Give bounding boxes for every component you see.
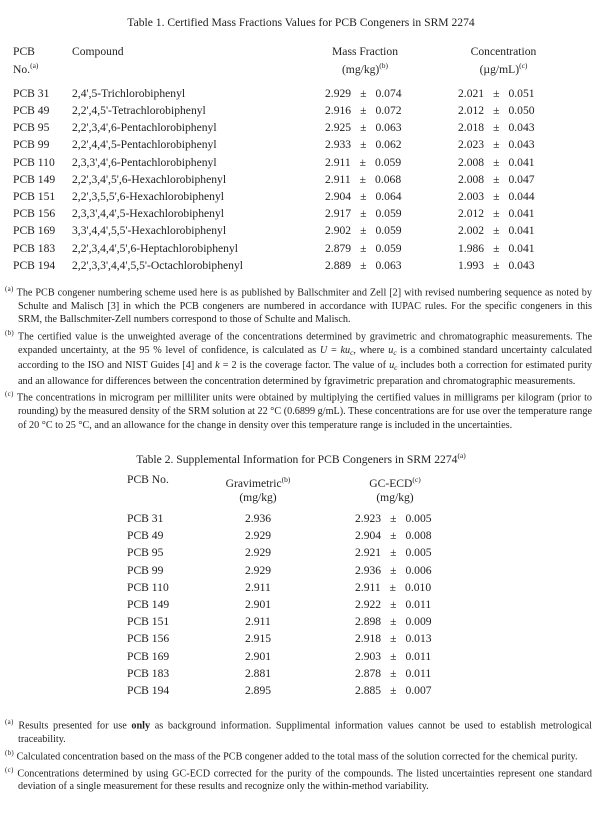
- table1-body: [13, 85, 602, 274]
- table1-header-pcb-no: [13, 45, 72, 77]
- table2-body: [127, 510, 602, 699]
- plus-minus-sign: ±: [493, 241, 500, 255]
- table2-row: [127, 562, 602, 579]
- plus-minus-sign: ±: [390, 684, 397, 698]
- plus-minus-sign: ±: [390, 546, 397, 560]
- mass-fraction-uncertainty: 0.063: [375, 258, 402, 272]
- table1-header: [13, 45, 602, 77]
- gc-ecd-cell: [299, 562, 602, 579]
- gravimetric-cell: 2.915: [244, 632, 272, 646]
- plus-minus-sign: ±: [493, 172, 500, 186]
- concentration-cell: [448, 188, 602, 205]
- plus-minus-sign: ±: [359, 172, 367, 186]
- footnote-marker: (c): [5, 765, 14, 774]
- footnote-ref-b: (b): [281, 475, 291, 485]
- mass-fraction-uncertainty: 0.068: [375, 172, 402, 186]
- mass-fraction-value: 2.929: [325, 86, 352, 100]
- pcb-no-cell: PCB 95: [13, 121, 50, 135]
- plus-minus-sign: ±: [360, 224, 367, 238]
- plus-minus-sign: ±: [493, 104, 500, 118]
- concentration-value-pair: [458, 85, 535, 102]
- footnote-text: U: [319, 344, 328, 356]
- footnote-ref-a: (a): [30, 61, 39, 70]
- compound-cell: 2,2',3,3',4,4',5,5'-Octachlorobiphenyl: [72, 258, 243, 272]
- mass-fraction-value-pair: [325, 154, 401, 171]
- mass-fraction-uncertainty: 0.059: [375, 224, 402, 238]
- plus-minus-sign: ±: [493, 224, 500, 238]
- concentration-value: 1.986: [458, 241, 485, 255]
- gc-ecd-uncertainty: 0.005: [405, 546, 432, 560]
- pcb-no-cell: PCB 110: [127, 580, 169, 594]
- concentration-value: 2.002: [458, 224, 485, 238]
- table1-row: [13, 119, 602, 136]
- table1-title-text: Table 1. Certified Mass Fractions Values for PCB Congeners in SRM 2274: [127, 16, 475, 29]
- pcb-no-cell: PCB 149: [13, 172, 56, 186]
- gc-ecd-cell: [299, 527, 602, 544]
- mass-fraction-cell: [325, 136, 448, 153]
- header-line: GC-ECD$^{(c)}$: [369, 475, 421, 490]
- pcb-no-cell: PCB 194: [127, 684, 170, 698]
- pcb-no-cell: PCB 110: [13, 155, 55, 169]
- table2-row: [127, 648, 602, 665]
- table2-header-pcb-no: [127, 473, 217, 505]
- pcb-no-cell: PCB 151: [13, 190, 56, 204]
- pcb-no-cell: PCB 31: [13, 86, 50, 100]
- concentration-uncertainty: 0.044: [508, 190, 535, 204]
- mass-fraction-cell: [325, 154, 448, 171]
- table2-row: [127, 665, 602, 682]
- footnote-ref-c: (c): [412, 475, 421, 485]
- table1-row: [13, 171, 602, 188]
- gravimetric-cell: 2.929: [244, 563, 272, 577]
- plus-minus-sign: ±: [360, 138, 367, 152]
- concentration-uncertainty: 0.047: [508, 172, 535, 186]
- gc-ecd-cell: [299, 665, 602, 682]
- header-line: PCB: [13, 45, 35, 58]
- concentration-value-pair: [458, 222, 535, 239]
- footnote-marker: (b): [5, 748, 15, 757]
- table2-row: [127, 630, 602, 647]
- header-line: No.$^{(a)}$: [13, 61, 39, 76]
- compound-cell: 2,2',4,5'-Tetrachlorobiphenyl: [72, 104, 206, 118]
- plus-minus-sign: ±: [390, 511, 397, 525]
- plus-minus-sign: ±: [390, 666, 397, 680]
- mass-fraction-value-pair: [325, 102, 402, 119]
- plus-minus-sign: ±: [390, 632, 397, 646]
- concentration-uncertainty: 0.041: [508, 241, 535, 255]
- mass-fraction-value: 2.916: [325, 104, 352, 118]
- gc-ecd-uncertainty: 0.011: [405, 598, 432, 611]
- footnote-text: c: [394, 363, 398, 373]
- pcb-no-cell: PCB 156: [13, 207, 56, 221]
- table1-header-mass-fraction: [325, 45, 448, 77]
- mass-fraction-uncertainty: 0.059: [375, 155, 402, 169]
- gc-ecd-value-pair: [355, 544, 432, 561]
- mass-fraction-uncertainty: 0.072: [375, 104, 402, 118]
- table1-row: [13, 188, 602, 205]
- gc-ecd-value-pair: [355, 665, 431, 682]
- table2-row: [127, 613, 602, 630]
- pcb-no-cell: PCB 169: [127, 649, 170, 663]
- footnote-text: ku: [340, 344, 351, 356]
- footnote: [5, 716, 592, 746]
- concentration-cell: [448, 85, 602, 102]
- concentration-cell: [448, 136, 602, 153]
- header-line: (mg/kg): [376, 490, 414, 504]
- footnote-ref-b: (b): [379, 61, 389, 70]
- concentration-uncertainty: 0.051: [508, 86, 535, 100]
- footnote-marker: (a): [5, 718, 14, 727]
- plus-minus-sign: ±: [360, 121, 367, 135]
- table1-row: [13, 102, 602, 119]
- mass-fraction-cell: [325, 119, 448, 136]
- gc-ecd-value-pair: [355, 630, 432, 647]
- gc-ecd-value-pair: [355, 613, 432, 630]
- concentration-value: 2.018: [458, 121, 485, 135]
- mass-fraction-value: 2.889: [325, 258, 352, 272]
- concentration-cell: [448, 240, 602, 257]
- table2-row: [127, 510, 602, 527]
- gc-ecd-cell: [299, 510, 602, 527]
- header-line: Compound: [72, 45, 124, 58]
- plus-minus-sign: ±: [360, 190, 367, 204]
- gc-ecd-cell: [299, 630, 602, 647]
- footnote-text: Calculated concentration based on the mass of the PCB congener added to the total mass of the solution corrected for the chemical purity.: [16, 751, 578, 762]
- footnote: [5, 747, 592, 764]
- plus-minus-sign: ±: [390, 598, 397, 611]
- footnote-text: The PCB congener numbering scheme used here is as published by Ballschmiter and Zell [2] with revised numbering sequence as noted by Schulte and Malisch [3] in which the PCB congeners are numbered in accordance with IUPAC rules. For the specific congeners in this SRM, the Ballschmiter-Zell numbers correspond to those of Schulte and Malisch.: [16, 287, 592, 326]
- concentration-cell: [448, 257, 602, 274]
- table1-title: [0, 16, 602, 30]
- table1-row: [13, 257, 602, 274]
- plus-minus-sign: ±: [493, 155, 500, 169]
- table2-row: [127, 682, 602, 699]
- compound-cell: 2,2',3,4',5',6-Hexachlorobiphenyl: [72, 172, 227, 186]
- concentration-value-pair: [458, 102, 535, 119]
- plus-minus-sign: ±: [360, 258, 367, 272]
- mass-fraction-cell: [325, 171, 448, 188]
- concentration-cell: [448, 119, 602, 136]
- footnote-text: is a combined standard uncertainty calculated according to the ISO and NIST Guides [4] and: [18, 344, 592, 372]
- compound-cell: 2,2',3,4',6-Pentachlorobiphenyl: [72, 121, 217, 135]
- compound-cell: 2,2',3,5,5',6-Hexachlorobiphenyl: [72, 190, 224, 204]
- concentration-uncertainty: 0.041: [508, 224, 535, 238]
- table2-title-text: Table 2. Supplemental Information for PCB Congeners in SRM 2274: [136, 453, 458, 467]
- mass-fraction-value: 2.933: [325, 138, 352, 152]
- mass-fraction-value-pair: [325, 257, 402, 274]
- plus-minus-sign: ±: [389, 580, 397, 594]
- compound-cell: 2,4',5-Trichlorobiphenyl: [72, 86, 186, 100]
- gc-ecd-uncertainty: 0.010: [405, 580, 432, 594]
- concentration-value: 2.023: [458, 138, 485, 152]
- concentration-value: 2.003: [458, 190, 485, 204]
- gravimetric-cell: 2.901: [244, 649, 272, 663]
- footnote-text: The certified value is the unweighted average of the concentrations determined by gravimetric and chromatographic measurements. The expanded uncertainty, at the 95 % level of confidence, is calculated as: [17, 331, 593, 356]
- header-line: PCB No.: [127, 473, 169, 487]
- gc-ecd-value-pair: [355, 579, 431, 596]
- gc-ecd-value: 2.923: [355, 511, 382, 525]
- table1-header-compound: [72, 45, 325, 77]
- table2-row: [127, 596, 602, 613]
- mass-fraction-cell: [325, 102, 448, 119]
- pcb-no-cell: PCB 149: [127, 598, 170, 611]
- plus-minus-sign: ±: [493, 86, 500, 100]
- footnote: [5, 283, 592, 327]
- pcb-no-cell: PCB 49: [127, 529, 164, 543]
- mass-fraction-value: 2.911: [325, 172, 351, 186]
- concentration-cell: [448, 102, 602, 119]
- mass-fraction-value: 2.902: [325, 224, 352, 238]
- table2-row: [127, 527, 602, 544]
- gc-ecd-value: 2.921: [355, 546, 382, 560]
- mass-fraction-cell: [325, 222, 448, 239]
- concentration-uncertainty: 0.043: [508, 138, 535, 152]
- table2-footnotes: [5, 716, 592, 794]
- footnote-text: as background information. Supplimental information values cannot be used to establish metrological traceability.: [18, 720, 593, 746]
- footnote-marker: (a): [5, 285, 14, 294]
- gc-ecd-cell: [299, 579, 602, 596]
- plus-minus-sign: ±: [493, 190, 500, 204]
- pcb-no-cell: PCB 99: [127, 563, 164, 577]
- plus-minus-sign: ±: [360, 241, 367, 255]
- footnote-ref-c: (c): [519, 61, 528, 70]
- mass-fraction-cell: [325, 188, 448, 205]
- mass-fraction-value-pair: [325, 136, 402, 153]
- gc-ecd-value-pair: [355, 596, 431, 613]
- plus-minus-sign: ±: [390, 615, 397, 629]
- gc-ecd-uncertainty: 0.008: [405, 529, 432, 543]
- concentration-value: 2.021: [458, 86, 485, 100]
- gc-ecd-value-pair: [355, 682, 432, 699]
- table2-row: [127, 544, 602, 561]
- gravimetric-cell: 2.895: [244, 684, 272, 698]
- concentration-cell: [448, 205, 602, 222]
- gc-ecd-uncertainty: 0.011: [405, 666, 432, 680]
- gc-ecd-cell: [299, 648, 602, 665]
- table1-row: [13, 240, 602, 257]
- mass-fraction-value-pair: [325, 188, 402, 205]
- plus-minus-sign: ±: [390, 563, 397, 577]
- concentration-uncertainty: 0.041: [508, 155, 535, 169]
- header-line: (mg/kg): [239, 490, 277, 504]
- gc-ecd-value: 2.922: [355, 598, 382, 611]
- concentration-cell: [448, 154, 602, 171]
- gc-ecd-uncertainty: 0.005: [405, 511, 432, 525]
- mass-fraction-value: 2.925: [325, 121, 352, 135]
- compound-cell: 2,2',3,4,4',5',6-Heptachlorobiphenyl: [72, 241, 238, 255]
- concentration-uncertainty: 0.043: [508, 258, 535, 272]
- gravimetric-cell: 2.929: [244, 546, 272, 560]
- mass-fraction-value: 2.879: [325, 241, 352, 255]
- footnote: [5, 764, 592, 794]
- concentration-value: 2.008: [458, 155, 485, 169]
- gravimetric-cell: 2.911: [245, 615, 271, 629]
- plus-minus-sign: ±: [360, 104, 367, 118]
- concentration-uncertainty: 0.041: [508, 207, 535, 221]
- concentration-uncertainty: 0.050: [508, 104, 535, 118]
- gravimetric-cell: 2.911: [245, 580, 271, 594]
- mass-fraction-value-pair: [325, 119, 402, 136]
- header-line: $(mg/kg)^{(b)}$: [341, 61, 389, 76]
- concentration-value: 2.012: [458, 207, 485, 221]
- gc-ecd-value: 2.903: [355, 649, 382, 663]
- plus-minus-sign: ±: [493, 207, 500, 221]
- footnote-marker: (b): [5, 328, 15, 337]
- pcb-no-cell: PCB 169: [13, 224, 56, 238]
- footnote: [5, 388, 592, 432]
- compound-cell: 2,3,3',4',6-Pentachlorobiphenyl: [72, 155, 217, 169]
- footnote: [5, 327, 592, 388]
- mass-fraction-value-pair: [325, 85, 402, 102]
- concentration-value: 2.008: [458, 172, 485, 186]
- footnote-ref-a: (a): [457, 451, 466, 461]
- mass-fraction-cell: [325, 205, 448, 222]
- table1-row: [13, 85, 602, 102]
- mass-fraction-cell: [325, 85, 448, 102]
- footnote-text: =: [327, 344, 341, 356]
- mass-fraction-value: 2.904: [325, 190, 352, 204]
- gc-ecd-value: 2.918: [355, 632, 382, 646]
- footnote-text: u: [389, 360, 395, 372]
- plus-minus-sign: ±: [359, 155, 367, 169]
- gravimetric-cell: 2.929: [244, 529, 272, 543]
- gc-ecd-cell: [299, 682, 602, 699]
- concentration-value-pair: [458, 240, 535, 257]
- gc-ecd-uncertainty: 0.006: [405, 563, 432, 577]
- plus-minus-sign: ±: [493, 121, 500, 135]
- footnote-text: , where: [353, 344, 389, 356]
- gravimetric-cell: 2.901: [244, 598, 272, 611]
- gc-ecd-value: 2.898: [355, 615, 382, 629]
- footnote-text: = 2 is the coverage factor. The value of: [219, 360, 390, 372]
- compound-cell: 3,3',4,4',5,5'-Hexachlorobiphenyl: [72, 224, 227, 238]
- concentration-uncertainty: 0.043: [508, 121, 535, 135]
- gc-ecd-value: 2.911: [355, 580, 381, 594]
- pcb-no-cell: PCB 31: [127, 511, 164, 525]
- plus-minus-sign: ±: [360, 86, 367, 100]
- header-line: Gravimetric$^{(b)}$: [225, 475, 291, 490]
- gc-ecd-value-pair: [355, 562, 432, 579]
- gc-ecd-uncertainty: 0.009: [405, 615, 432, 629]
- plus-minus-sign: ±: [390, 529, 397, 543]
- pcb-no-cell: PCB 95: [127, 546, 164, 560]
- table1-footnotes: [5, 283, 592, 432]
- plus-minus-sign: ±: [493, 258, 500, 272]
- concentration-cell: [448, 222, 602, 239]
- compound-cell: 2,2',4,4',5-Pentachlorobiphenyl: [72, 138, 217, 152]
- gravimetric-cell: 2.881: [244, 666, 272, 680]
- pcb-no-cell: PCB 183: [13, 241, 56, 255]
- footnote-text: Results presented for use: [18, 720, 132, 732]
- plus-minus-sign: ±: [390, 649, 397, 663]
- footnote-text: u: [388, 344, 394, 356]
- gc-ecd-cell: [299, 544, 602, 561]
- footnote-text: Concentrations determined by using GC-ECD corrected for the purity of the compounds. The listed uncertainties represent one standard deviation of a single measurement for these results and recognize only the within-method variability.: [17, 767, 593, 793]
- mass-fraction-value: 2.911: [325, 155, 351, 169]
- concentration-value-pair: [458, 257, 535, 274]
- gravimetric-cell: 2.936: [244, 511, 272, 525]
- table1-header-concentration: [448, 45, 602, 77]
- mass-fraction-value-pair: [325, 205, 402, 222]
- header-line: Concentration: [470, 45, 537, 58]
- gc-ecd-uncertainty: 0.013: [405, 632, 432, 646]
- gc-ecd-cell: [299, 596, 602, 613]
- concentration-value-pair: [458, 136, 535, 153]
- footnote-text: k: [215, 360, 220, 372]
- mass-fraction-uncertainty: 0.063: [375, 121, 402, 135]
- table2-header-gravimetric: [217, 473, 299, 505]
- gc-ecd-value: 2.936: [355, 563, 382, 577]
- mass-fraction-uncertainty: 0.059: [375, 207, 402, 221]
- concentration-value-pair: [458, 171, 535, 188]
- mass-fraction-uncertainty: 0.062: [375, 138, 402, 152]
- footnote-marker: (c): [5, 390, 14, 399]
- gc-ecd-cell: [299, 613, 602, 630]
- table1-row: [13, 136, 602, 153]
- footnote-text: c: [393, 347, 397, 357]
- gc-ecd-value-pair: [355, 527, 432, 544]
- gc-ecd-uncertainty: 0.011: [405, 649, 432, 663]
- table2-header-gc-ecd: [299, 473, 602, 505]
- mass-fraction-uncertainty: 0.059: [375, 241, 402, 255]
- pcb-no-cell: PCB 156: [127, 632, 170, 646]
- table1-row: [13, 222, 602, 239]
- mass-fraction-uncertainty: 0.074: [375, 86, 402, 100]
- table2-row: [127, 579, 602, 596]
- pcb-no-cell: PCB 99: [13, 138, 50, 152]
- table1-row: [13, 154, 602, 171]
- header-line: $(\mu g/mL)^{(c)}$: [479, 61, 528, 76]
- header-line: Mass Fraction: [331, 45, 398, 58]
- compound-cell: 2,3,3',4,4',5-Hexachlorobiphenyl: [72, 207, 224, 221]
- concentration-cell: [448, 171, 602, 188]
- mass-fraction-cell: [325, 257, 448, 274]
- gc-ecd-value: 2.904: [355, 529, 382, 543]
- pcb-no-cell: PCB 183: [127, 666, 170, 680]
- pcb-no-cell: PCB 49: [13, 104, 50, 118]
- gc-ecd-value: 2.878: [355, 666, 382, 680]
- table2-title: [0, 449, 602, 467]
- concentration-value-pair: [458, 119, 535, 136]
- plus-minus-sign: ±: [360, 207, 367, 221]
- footnote-text: The concentrations in microgram per milliliter units were obtained by multiplying the certified values in milligrams per kilogram (prior to rounding) by the measured density of the SRM solution at 22 °C (0.6899 g/mL). These concentrations are for use over the temperature range of 20 °C to 25 °C, and an allowance for the change in density over this temperature range is included in the uncertainties.: [16, 392, 592, 431]
- gc-ecd-uncertainty: 0.007: [405, 684, 432, 698]
- concentration-value: 1.993: [458, 258, 485, 272]
- mass-fraction-value-pair: [325, 240, 402, 257]
- concentration-value-pair: [458, 205, 535, 222]
- pcb-no-cell: PCB 151: [127, 615, 170, 629]
- footnote-text: only: [131, 720, 151, 732]
- gc-ecd-value-pair: [355, 510, 432, 527]
- table1-row: [13, 205, 602, 222]
- plus-minus-sign: ±: [493, 138, 500, 152]
- concentration-value-pair: [458, 154, 535, 171]
- mass-fraction-value-pair: [325, 171, 401, 188]
- footnote-text: includes both a correction for estimated purity and an allowance for differences between the concentration determined by fgravimetric preparation and chromatographic measurements.: [18, 360, 592, 387]
- gc-ecd-value: 2.885: [355, 684, 382, 698]
- footnote-text: c: [350, 347, 354, 357]
- mass-fraction-uncertainty: 0.064: [375, 190, 402, 204]
- mass-fraction-value-pair: [325, 222, 402, 239]
- gc-ecd-value-pair: [355, 648, 431, 665]
- concentration-value: 2.012: [458, 104, 485, 118]
- mass-fraction-value: 2.917: [325, 207, 352, 221]
- table2-header: [127, 473, 602, 505]
- pcb-no-cell: PCB 194: [13, 258, 56, 272]
- concentration-value-pair: [458, 188, 535, 205]
- mass-fraction-cell: [325, 240, 448, 257]
